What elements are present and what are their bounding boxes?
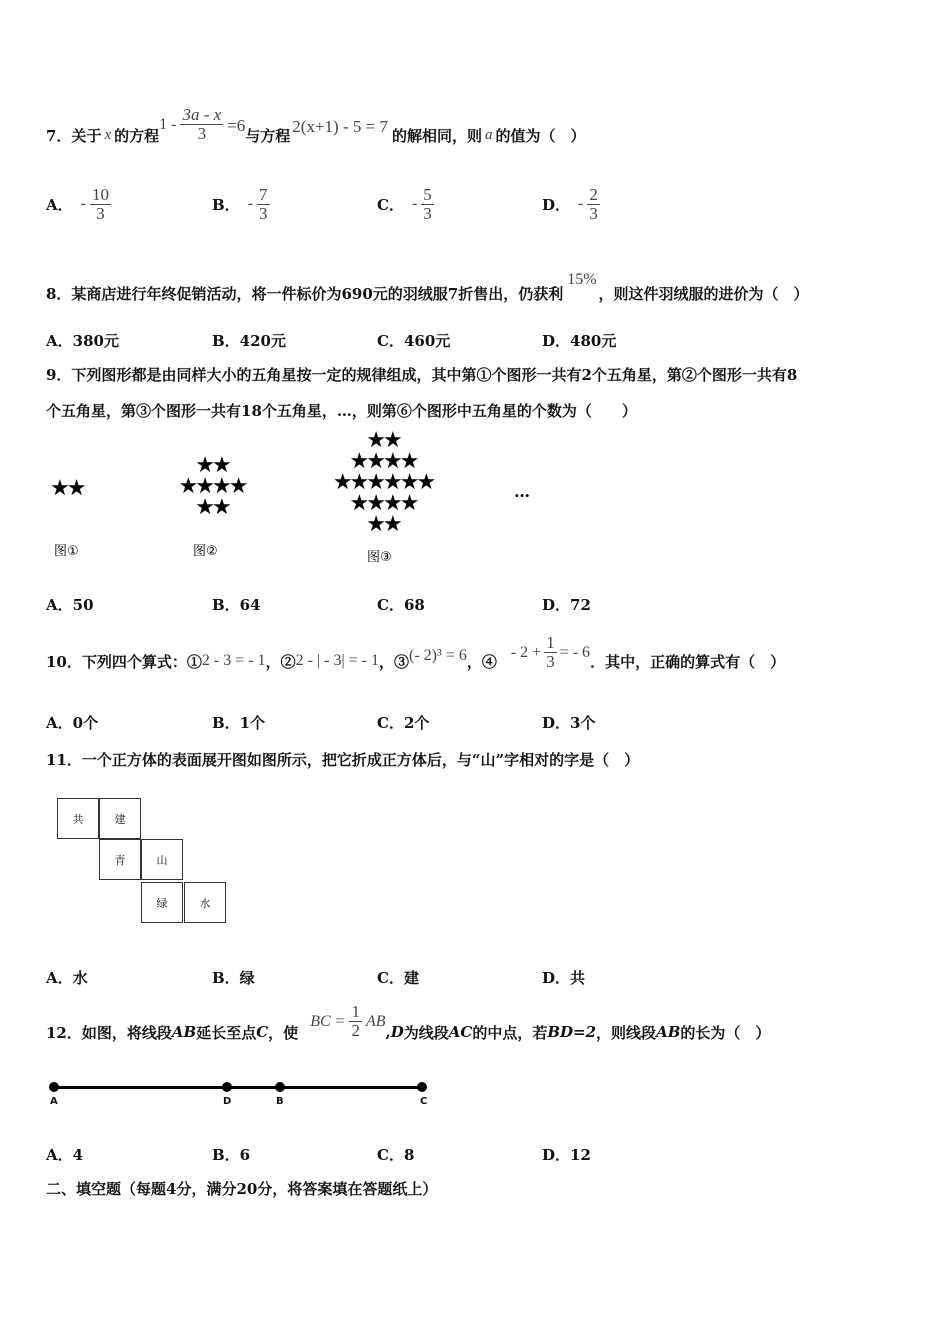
point-c-label: C [420, 1096, 428, 1107]
q11-option-b[interactable]: B．绿 [212, 969, 255, 987]
q7-option-b[interactable]: B． - $\frac{7}{3}$ [212, 185, 268, 223]
q12-equation: BC = $\frac{1}{2}$ AB [310, 1001, 386, 1040]
q9-ellipsis: … [514, 482, 530, 501]
q8-option-d[interactable]: D．480元 [542, 332, 617, 350]
q10-option-c[interactable]: C．2个 [377, 714, 430, 732]
q9-stem-line1: 9．下列图形都是由同样大小的五角星按一定的规律组成，其中第①个图形一共有2个五角星，第②个图形一共有8 [46, 366, 798, 384]
q7-stem: 7．关于 x 的方程 1 - $\frac{3a - x}{3}$ =6 与方程 2(x+1) - 5 = 7 的解相同，则 a 的值为（ ） [46, 104, 586, 145]
q9-option-c[interactable]: C．68 [377, 596, 425, 614]
q10-option-b[interactable]: B．1个 [212, 714, 266, 732]
point-b-dot [275, 1082, 285, 1092]
net-cell: 绿 [141, 882, 183, 923]
q12-stem: 12．如图，将线段 AB 延长至点 C ，使 BC = $\frac{1}{2}$ AB , D 为线段 AC 的中点，若 BD=2 ，则线段 AB 的长为（ ） [46, 1001, 771, 1042]
q11-option-d[interactable]: D．共 [542, 969, 586, 987]
net-cell: 青 [99, 839, 141, 880]
q7-option-d[interactable]: D． - $\frac{2}{3}$ [542, 185, 598, 223]
point-c-dot [417, 1082, 427, 1092]
q9-figure-2-label: 图② [193, 544, 218, 559]
net-cell: 山 [141, 839, 183, 880]
q7-equation-2: 2(x+1) - 5 = 7 [292, 117, 388, 136]
q12-option-c[interactable]: C．8 [377, 1146, 415, 1164]
q8-stem: 8．某商店进行年终促销活动，将一件标价为690元的羽绒服7折售出，仍获利 15% ，则这件羽绒服的进价为（ ） [46, 271, 809, 303]
q9-figure-2: ★★ ★★★★ ★★ [178, 453, 246, 520]
q7-equation-1: 1 - $\frac{3a - x}{3}$ =6 [159, 104, 246, 143]
net-cell: 建 [99, 798, 141, 839]
q9-figure-3: ★★ ★★★★ ★★★★★★ ★★★★ ★★ [332, 428, 434, 537]
q9-figure-3-label: 图③ [367, 550, 392, 565]
q11-option-a[interactable]: A．水 [46, 969, 88, 987]
q12-option-d[interactable]: D．12 [542, 1146, 591, 1164]
q10-option-a[interactable]: A．0个 [46, 714, 99, 732]
q9-option-d[interactable]: D．72 [542, 596, 591, 614]
q7-option-c[interactable]: C． - $\frac{5}{3}$ [377, 185, 432, 223]
q8-option-b[interactable]: B．420元 [212, 332, 286, 350]
q10-expression-4: - 2 + $\frac{1}{3}$ = - 6 [510, 632, 591, 671]
point-b-label: B [276, 1096, 284, 1107]
point-d-dot [222, 1082, 232, 1092]
q9-figure-1-label: 图① [54, 544, 79, 559]
q11-stem: 11．一个正方体的表面展开图如图所示，把它折成正方体后，与“山”字相对的字是（ ） [46, 751, 640, 769]
q9-stem-line2: 个五角星，第③个图形一共有18个五角星，…，则第⑥个图形中五角星的个数为（ ） [46, 402, 637, 420]
q11-option-c[interactable]: C．建 [377, 969, 419, 987]
q9-option-b[interactable]: B．64 [212, 596, 261, 614]
q7-option-a[interactable]: A． - $\frac{10}{3}$ [46, 185, 109, 223]
q9-figure-1: ★★ [50, 476, 84, 501]
q12-option-a[interactable]: A．4 [46, 1146, 84, 1164]
segment-line [54, 1086, 424, 1089]
point-a-label: A [50, 1096, 58, 1107]
q9-option-a[interactable]: A．50 [46, 596, 94, 614]
section-2-heading: 二、填空题（每题4分，满分20分，将答案填在答题纸上） [46, 1180, 438, 1198]
net-cell: 共 [57, 798, 99, 839]
q10-option-d[interactable]: D．3个 [542, 714, 596, 732]
q8-option-c[interactable]: C．460元 [377, 332, 451, 350]
q12-option-b[interactable]: B．6 [212, 1146, 251, 1164]
point-d-label: D [223, 1096, 232, 1107]
q10-stem: 10．下列四个算式：① 2 - 3 = - 1 ，② 2 - | - 3| = - 1 ，③ (- 2)³ = 6 ，④ - 2 + $\frac{1}{3}$ = - 6 ．其中，正确的算式有（ ） [46, 632, 786, 671]
net-cell: 水 [184, 882, 226, 923]
q8-option-a[interactable]: A．380元 [46, 332, 119, 350]
point-a-dot [49, 1082, 59, 1092]
